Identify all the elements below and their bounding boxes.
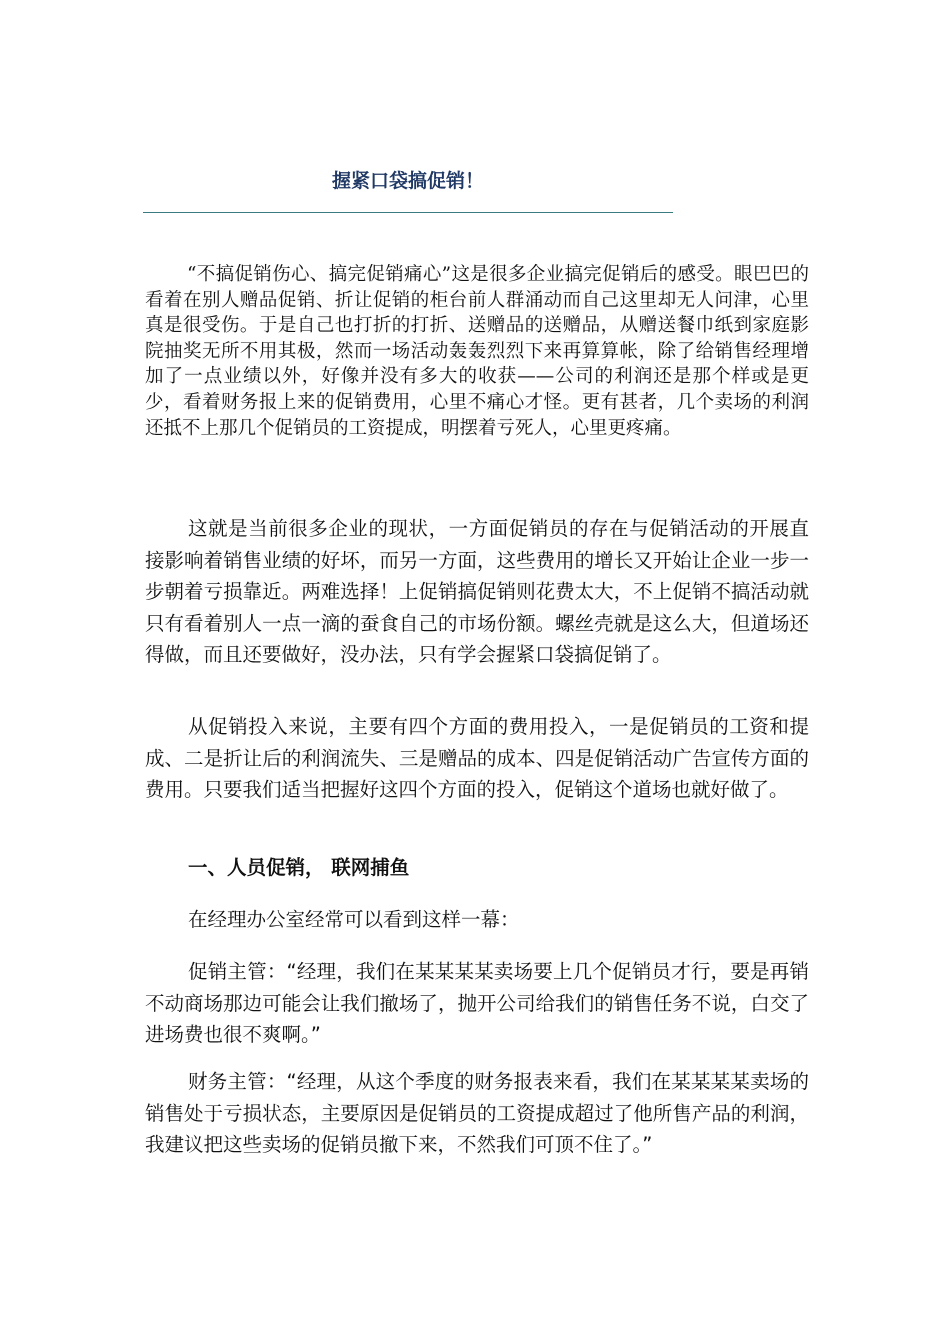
body-paragraph-situation: 这就是当前很多企业的现状，一方面促销员的存在与促销活动的开展直接影响着销售业绩的好坏，而另一方面，这些费用的增长又开始让企业一步一步朝着亏损靠近。两难选择！上促销搞促销则花费太大，不上促销不搞活动就只有看着别人一点一滴的蚕食自己的市场份额。螺丝壳就是这么大，但道场还得做，而且还要做好，没办法，只有学会握紧口袋搞促销了。: [145, 517, 809, 666]
body-paragraph-costs: 从促销投入来说，主要有四个方面的费用投入，一是促销员的工资和提成、二是折让后的利润流失、三是赠品的成本、四是促销活动广告宣传方面的费用。只要我们适当把握好这四个方面的投入，促销这个道场也就好做了。: [145, 715, 809, 801]
body-paragraph-finance-manager: 财务主管：“经理，从这个季度的财务报表来看，我们在某某某某卖场的销售处于亏损状态，主要原因是促销员的工资提成超过了他所售产品的利润，我建议把这些卖场的促销员撤下来，不然我们可顶不住了。”: [145, 1070, 809, 1156]
body-paragraph-scene-intro: 在经理办公室经常可以看到这样一幕：: [188, 908, 520, 931]
document-title: 握紧口袋搞促销！: [331, 170, 484, 192]
intro-paragraph: “不搞促销伤心、搞完促销痛心”这是很多企业搞完促销后的感受。眼巴巴的看着在别人赠品促销、折让促销的柜台前人群涌动而自己这里却无人问津，心里真是很受伤。于是自己也打折的打折、送赠品的送赠品，从赠送餐巾纸到家庭影院抽奖无所不用其极，然而一场活动轰轰烈烈下来再算算帐，除了给销售经理增加了一点业绩以外，好像并没有多大的收获——公司的利润还是那个样或是更少，看着财务报上来的促销费用，心里不痛心才怪。更有甚者，几个卖场的利润还抵不上那几个促销员的工资提成，明摆着亏死人，心里更疼痛。: [145, 264, 809, 439]
title-underline-divider: [143, 212, 673, 213]
section-heading: 一、人员促销， 联网捕鱼: [188, 856, 410, 879]
body-paragraph-promotion-manager: 促销主管：“经理，我们在某某某某卖场要上几个促销员才行，要是再销不动商场那边可能会让我们撤场了，抛开公司给我们的销售任务不说，白交了进场费也很不爽啊。”: [145, 960, 809, 1046]
